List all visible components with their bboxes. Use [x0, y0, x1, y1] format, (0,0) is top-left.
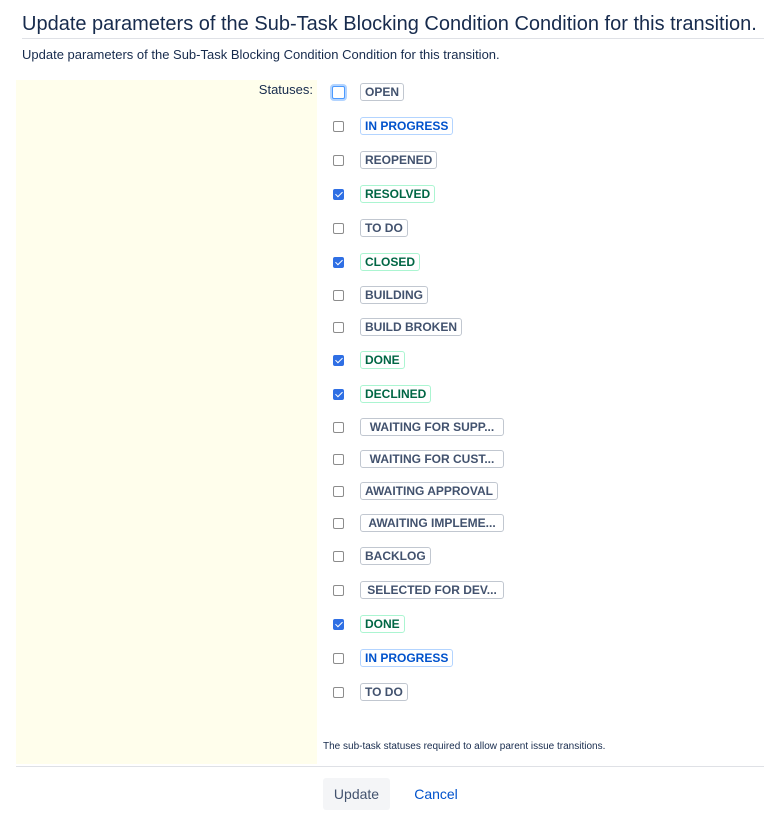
page-title: Update parameters of the Sub-Task Blocking Condition Condition for this transition. — [22, 11, 764, 39]
status-lozenge: TO DO — [360, 683, 408, 701]
status-lozenge: AWAITING IMPLEME... — [360, 514, 504, 532]
update-button[interactable]: Update — [323, 778, 390, 810]
status-lozenge: REOPENED — [360, 151, 437, 169]
status-checkbox-checked[interactable] — [333, 389, 344, 400]
status-lozenge: BUILDING — [360, 286, 428, 304]
status-checkbox[interactable] — [333, 454, 344, 465]
cancel-link[interactable]: Cancel — [414, 786, 458, 802]
status-checkbox[interactable] — [333, 290, 344, 301]
status-lozenge: WAITING FOR CUST... — [360, 450, 504, 468]
status-checkbox[interactable] — [333, 486, 344, 497]
status-lozenge: TO DO — [360, 219, 408, 237]
status-lozenge: DONE — [360, 615, 405, 633]
statuses-label: Statuses: — [258, 82, 313, 97]
status-checkbox[interactable] — [332, 86, 345, 99]
status-checkbox[interactable] — [333, 223, 344, 234]
buttons-divider — [16, 766, 764, 767]
status-checkbox[interactable] — [333, 422, 344, 433]
status-checkbox-checked[interactable] — [333, 619, 344, 630]
status-checkbox[interactable] — [333, 653, 344, 664]
status-checkbox-checked[interactable] — [333, 189, 344, 200]
status-checkbox[interactable] — [333, 551, 344, 562]
status-lozenge: DECLINED — [360, 385, 431, 403]
status-checkbox[interactable] — [333, 155, 344, 166]
status-checkbox[interactable] — [333, 518, 344, 529]
status-lozenge: IN PROGRESS — [360, 649, 453, 667]
status-checkbox[interactable] — [333, 687, 344, 698]
status-checkbox-checked[interactable] — [333, 257, 344, 268]
status-checkbox[interactable] — [333, 121, 344, 132]
field-label-column — [16, 80, 317, 764]
status-checkbox-checked[interactable] — [333, 355, 344, 366]
status-lozenge: IN PROGRESS — [360, 117, 453, 135]
help-text: The sub-task statuses required to allow parent issue transitions. — [323, 741, 606, 752]
status-lozenge: RESOLVED — [360, 185, 435, 203]
status-checkbox[interactable] — [333, 322, 344, 333]
status-lozenge: BACKLOG — [360, 547, 431, 565]
status-lozenge: DONE — [360, 351, 405, 369]
status-lozenge: BUILD BROKEN — [360, 318, 462, 336]
status-lozenge: CLOSED — [360, 253, 420, 271]
status-lozenge: WAITING FOR SUPP... — [360, 418, 504, 436]
status-lozenge: OPEN — [360, 83, 404, 101]
status-lozenge: SELECTED FOR DEV... — [360, 581, 504, 599]
status-lozenge: AWAITING APPROVAL — [360, 482, 498, 500]
page-description: Update parameters of the Sub-Task Blocking Condition Condition for this transition. — [22, 47, 500, 62]
status-checkbox[interactable] — [333, 585, 344, 596]
